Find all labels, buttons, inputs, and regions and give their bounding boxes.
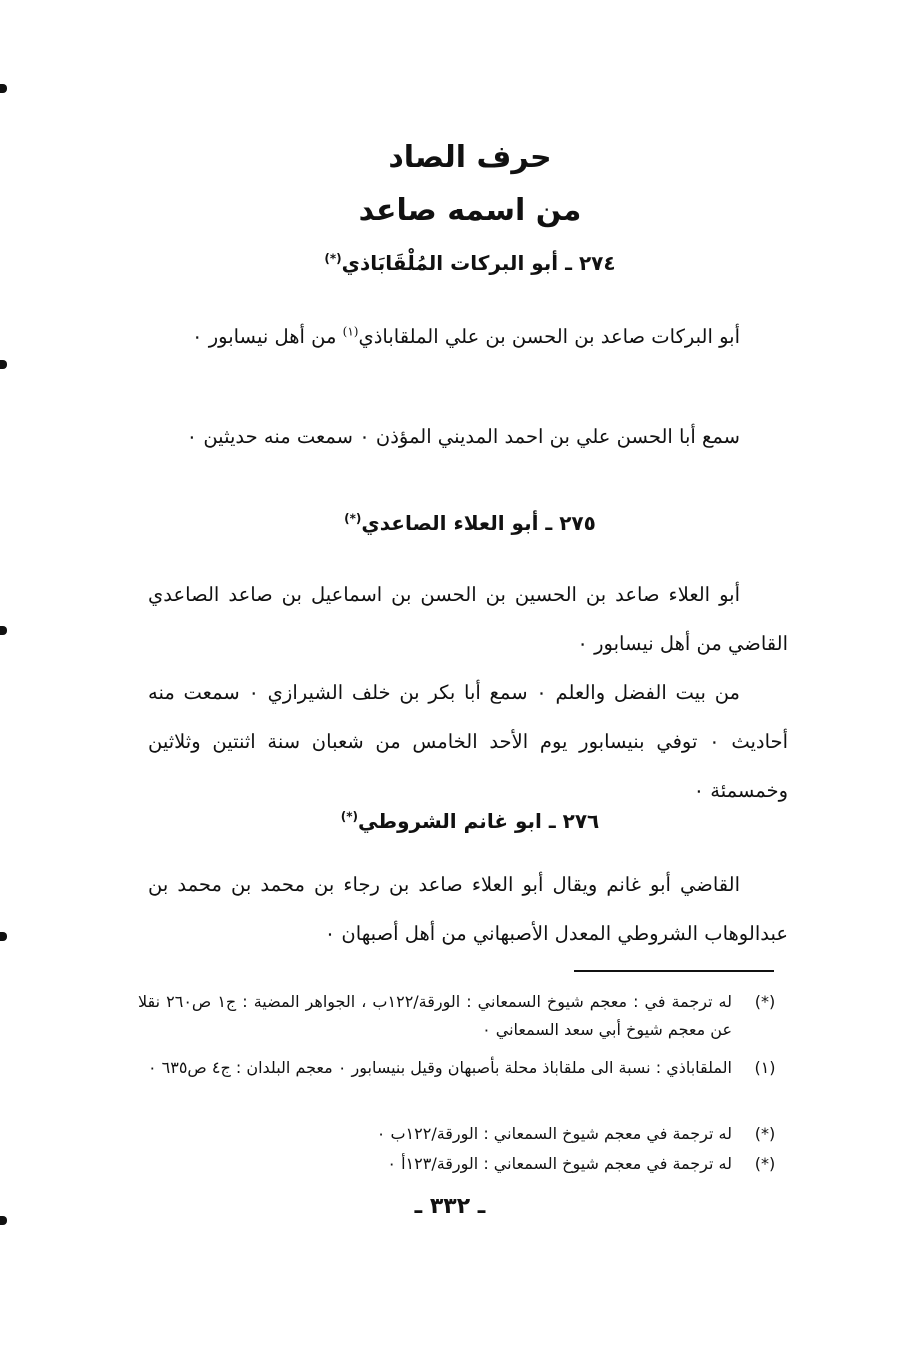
footnote-marker: (*) [754,1124,776,1143]
footnote-text: له ترجمة في معجم شيوخ السمعاني : الورقة/١٢٢ب ٠ [376,1124,732,1143]
footnote [138,1054,782,1082]
footnote-text: الملقاباذي : نسبة الى ملقاباذ محلة بأصبهان وقيل بنيسابور ٠ معجم البلدان : ج٤ ص٦٣٥ ٠ [147,1058,732,1077]
name-heading: من اسمه صاعد [358,193,582,228]
footnote-text: له ترجمة في معجم شيوخ السمعاني : الورقة/١٢٣أ ٠ [387,1154,732,1173]
entry-heading [320,510,620,536]
footnote [138,1120,782,1148]
scan-edge-mark [0,1216,7,1225]
entry-paragraph: من بيت الفضل والعلم ٠ سمع أبا بكر بن خلف الشيرازي ٠ سمعت منه أحاديث ٠ توفي بنيسابور يوم الأحد الخامس من شعبان سنة اثنتين وثلاثين وخمسمئة ٠ [148,681,788,802]
paragraph-text: من أهل نيسابور ٠ [192,325,343,348]
scan-edge-mark [0,626,7,635]
footnote [138,1150,782,1178]
footnote-ref: (*) [344,511,362,526]
entry-paragraph [148,312,788,361]
page-number: ـ ٣٣٢ ـ [414,1194,486,1219]
entry-heading [300,250,640,276]
footnote [138,988,782,1044]
footnote-marker: (١) [754,1058,776,1077]
footnote-ref: (*) [340,809,358,824]
scan-edge-mark [0,360,7,369]
scan-edge-mark [0,932,7,941]
footnote-marker: (*) [754,1154,776,1173]
entry-heading-text: ٢٧٤ ـ أبو البركات المُلْقَابَاذي [341,251,616,275]
footnote-marker: (*) [754,992,776,1011]
scan-edge-mark [0,84,7,93]
letter-heading: حرف الصاد [388,140,552,175]
entry-paragraph: القاضي أبو غانم ويقال أبو العلاء صاعد بن رجاء بن محمد بن محمد بن عبدالوهاب الشروطي المعدل الأصبهاني من أهل أصبهان ٠ [148,873,788,945]
footnote-text: له ترجمة في : معجم شيوخ السمعاني : الورقة/١٢٢ب ، الجواهر المضية : ج١ ص٢٦٠ نقلا عن معجم شيوخ أبي سعد السمعاني ٠ [138,992,733,1039]
entry-heading-text: ٢٧٥ ـ أبو العلاء الصاعدي [361,511,596,535]
entry-paragraph: سمع أبا الحسن علي بن احمد المديني المؤذن ٠ سمعت منه حديثين ٠ [186,425,740,448]
footnote-ref: (١) [342,324,359,339]
entry-paragraph: أبو العلاء صاعد بن الحسين بن الحسن بن اسماعيل بن صاعد الصاعدي القاضي من أهل نيسابور ٠ [148,583,788,655]
footnote-separator [574,970,774,972]
entry-heading-text: ٢٧٦ ـ ابو غانم الشروطي [358,809,600,833]
paragraph-text: أبو البركات صاعد بن الحسن بن علي الملقاباذي [358,325,740,348]
entry-heading [320,808,620,834]
footnote-ref: (*) [324,251,342,266]
